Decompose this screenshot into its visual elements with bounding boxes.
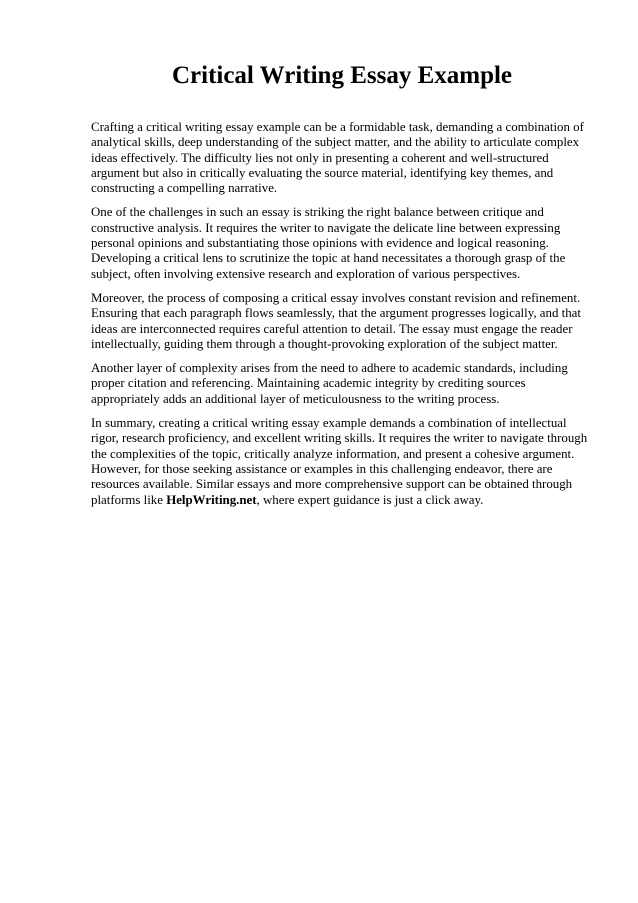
paragraph-4: Another layer of complexity arises from the need to adhere to academic standards, including proper citation and referencing. Maintaining academic integrity by crediting sources appropriately adds an additional layer of meticulousness to the writing process. xyxy=(91,361,568,406)
document-body xyxy=(91,120,597,517)
paragraph-1: Crafting a critical writing essay example can be a formidable task, demanding a combination of analytical skills, deep understanding of the subject matter, and the ability to articulate complex ideas effectively. The difficulty lies not only in presenting a coherent and well-structured argument but also in critically evaluating the source material, identifying key themes, and constructing a compelling narrative. xyxy=(91,120,584,196)
paragraph-5 xyxy=(91,416,597,508)
paragraph-5-text-after-link: , where expert guidance is just a click away. xyxy=(256,492,484,507)
helpwriting-link[interactable]: HelpWriting.net xyxy=(166,492,257,507)
document-title: Critical Writing Essay Example xyxy=(171,62,513,89)
paragraph-5-text-before-link: In summary, creating a critical writing essay example demands a combination of intellectual rigor, research proficiency, and excellent writing skills. It requires the writer to navigate through the complexities of the topic, critically analyze information, and present a cohesive argument. However, for those seeking assistance or examples in this challenging endeavor, there are resources available. Similar essays and more comprehensive support can be obtained through platforms like xyxy=(91,416,588,507)
paragraph-2: One of the challenges in such an essay is striking the right balance between critique and constructive analysis. It requires the writer to navigate the delicate line between expressing personal opinions and substantiating those opinions with evidence and logical reasoning. Developing a critical lens to scrutinize the topic at hand necessitates a thorough grasp of the subject, often involving extensive research and exploration of various perspectives. xyxy=(91,205,566,281)
paragraph-3: Moreover, the process of composing a critical essay involves constant revision and refinement. Ensuring that each paragraph flows seamlessly, that the argument progresses logically, and that ideas are interconnected requires careful attention to detail. The essay must engage the reader intellectually, guiding them through a thought-provoking exploration of the subject matter. xyxy=(91,290,581,351)
